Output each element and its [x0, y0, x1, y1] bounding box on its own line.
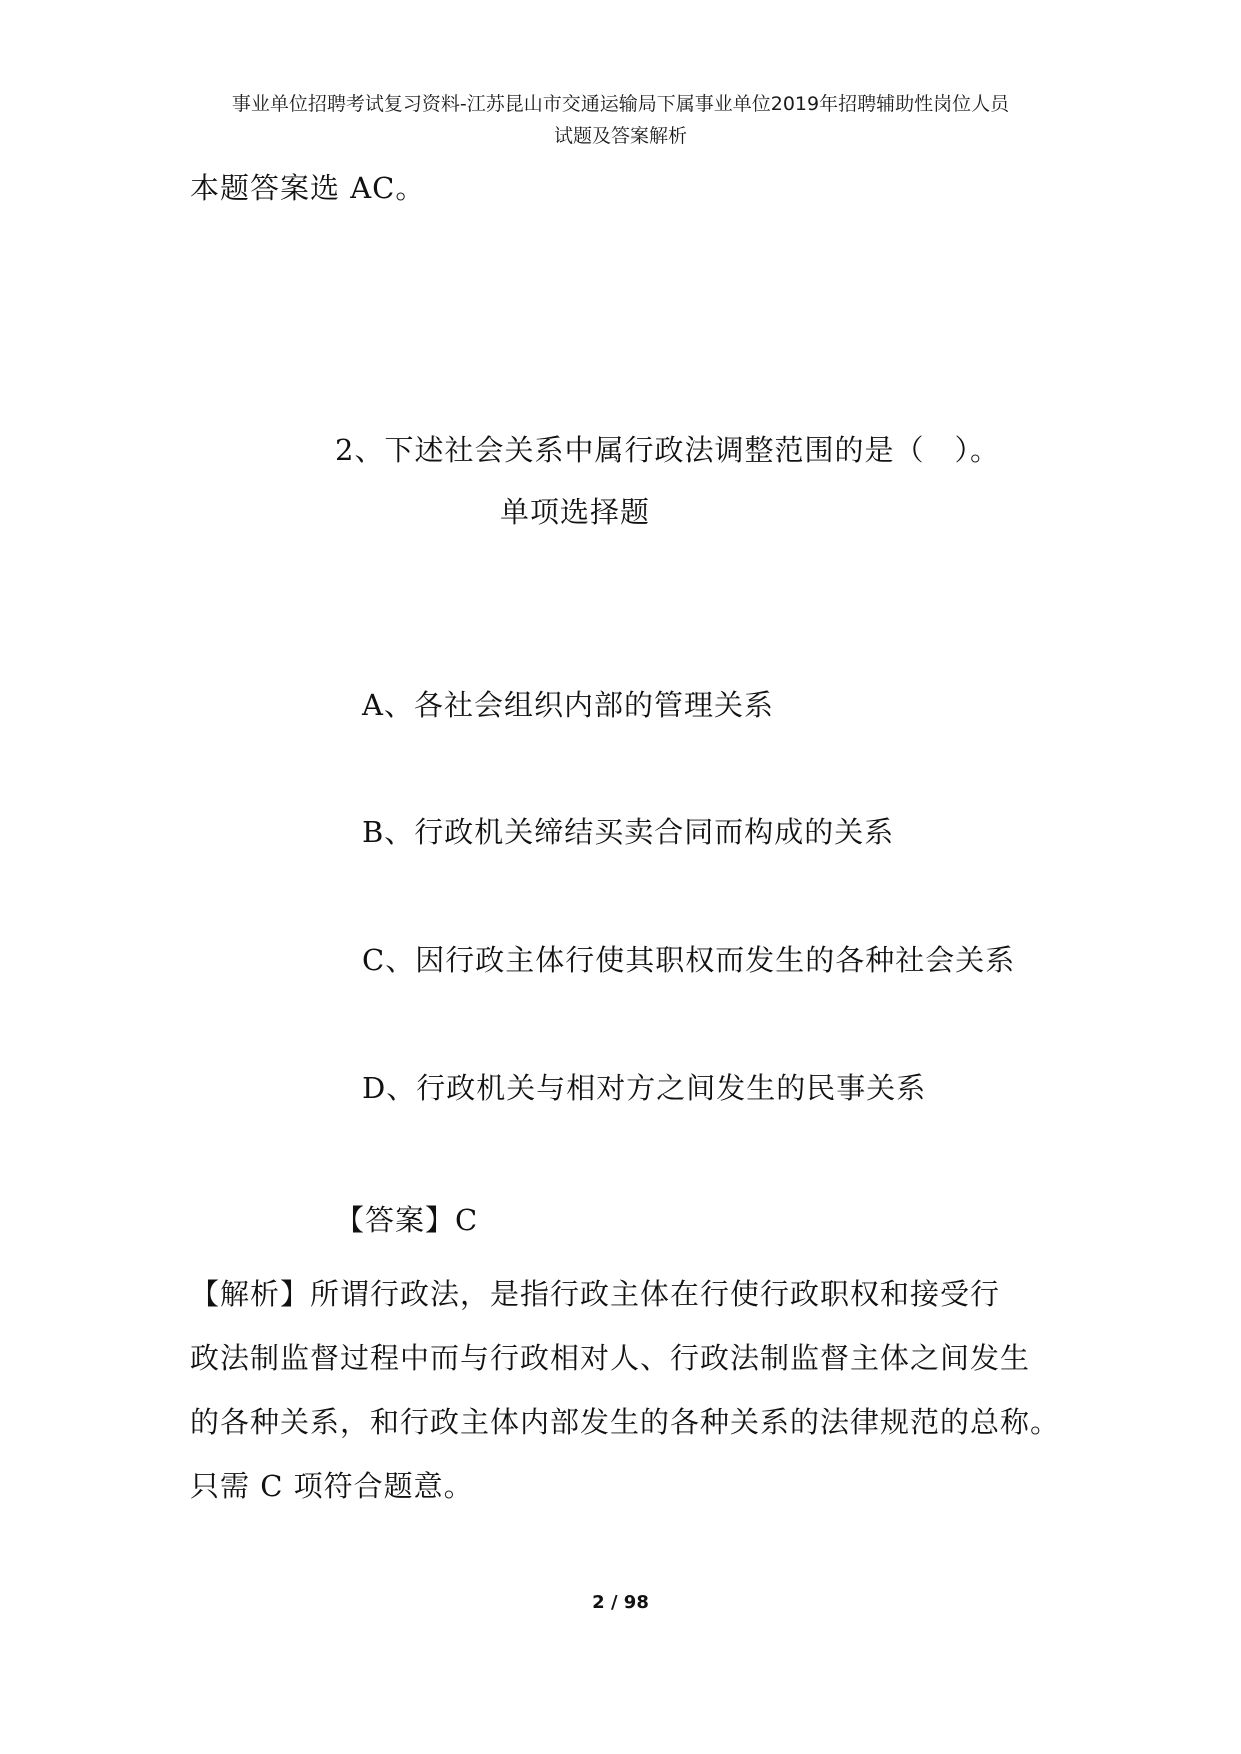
header-title-line-1: 事业单位招聘考试复习资料-江苏昆山市交通运输局下属事业单位2019年招聘辅助性岗位人员	[231, 93, 1010, 115]
option-a: A、各社会组织内部的管理关系	[362, 688, 774, 722]
analysis-line-3: 的各种关系，和行政主体内部发生的各种关系的法律规范的总称。	[190, 1405, 1061, 1439]
answer-line: 【答案】C	[335, 1203, 479, 1237]
question-type: 单项选择题	[500, 495, 651, 529]
question-stem: 2、下述社会关系中属行政法调整范围的是（ ）。	[335, 433, 1000, 467]
option-d: D、行政机关与相对方之间发生的民事关系	[362, 1071, 927, 1105]
page-header	[160, 88, 1081, 152]
header-title-line-2: 试题及答案解析	[553, 125, 687, 147]
analysis-line-2: 政法制监督过程中而与行政相对人、行政法制监督主体之间发生	[190, 1341, 1031, 1375]
analysis-paragraph	[190, 1262, 1070, 1518]
page-number: 2 / 98	[592, 1592, 649, 1613]
option-b: B、行政机关缔结买卖合同而构成的关系	[362, 815, 895, 849]
analysis-line-1: 【解析】所谓行政法，是指行政主体在行使行政职权和接受行	[190, 1277, 1001, 1311]
option-c: C、因行政主体行使其职权而发生的各种社会关系	[362, 943, 1016, 977]
analysis-line-4: 只需 C 项符合题意。	[190, 1469, 474, 1503]
previous-answer-text: 本题答案选 AC。	[190, 171, 426, 205]
